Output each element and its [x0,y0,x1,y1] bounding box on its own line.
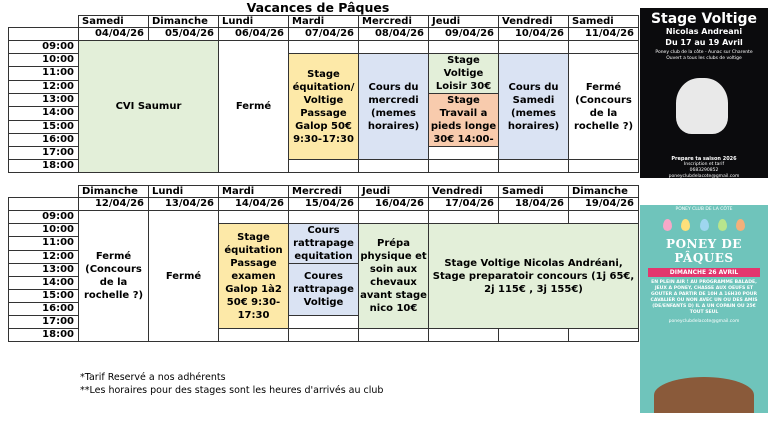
week2-date-row [9,198,639,211]
egg-icon [718,219,727,231]
poster2-body: EN PLEIN AIR ! AU PROGRAMME BALADE, JEUX A PONEY, CHASSE AUX OEUFS ET GOUTER A PARTIR DE 10H A 16H30 POUR CAVALIER OU NON AVEC UN OU DES AMIS (DE/ENFANTS D) IL A UN COPAIN OU 25€ TOUT SEUL [650,280,758,315]
time-label: 10:00 [9,54,79,67]
week2-day-name: Dimanche [79,186,149,198]
week1-day-name: Mercredi [359,16,429,28]
week1-day-name: Dimanche [149,16,219,28]
time-label: 14:00 [9,277,79,290]
week2-day-date: 14/04/26 [219,198,289,211]
poster1-contact-label: Inscription et tarif [683,162,725,167]
event-closed-monday: Fermé [219,41,289,173]
week1-day-name: Samedi [569,16,639,28]
horse-image [654,377,754,413]
week1-day-date: 08/04/26 [359,28,429,41]
poster1-name: Nicolas Andreani [665,27,743,36]
time-label: 09:00 [9,41,79,54]
event-closed-concours: Fermé (Concours de la rochelle ?) [569,54,639,160]
week1-day-date: 11/04/26 [569,28,639,41]
poster2-date: DIMANCHE 26 AVRIL [648,268,760,277]
week1-day-date: 04/04/26 [79,28,149,41]
time-label: 18:00 [9,329,79,342]
week2-day-name: Samedi [499,186,569,198]
week1-day-name: Jeudi [429,16,499,28]
week2-day-name: Dimanche [569,186,639,198]
time-label: 13:00 [9,94,79,107]
week1-day-date: 10/04/26 [499,28,569,41]
time-label: 12:00 [9,250,79,263]
corner-cell [9,198,79,211]
corner-cell [9,186,79,198]
week2-day-name: Vendredi [429,186,499,198]
egg-icon [736,219,745,231]
poster1-dates: Du 17 au 19 Avril [665,38,743,47]
poster1-title: Stage Voltige [650,11,758,27]
time-label: 17:00 [9,316,79,329]
event-closed-monday-2: Fermé [149,211,219,342]
time-label: 15:00 [9,120,79,133]
week2-day-name: Lundi [149,186,219,198]
week1-day-date: 07/04/26 [289,28,359,41]
week2-day-date: 16/04/26 [359,198,429,211]
note-tarif: *Tarif Reservé a nos adhérents [80,372,226,383]
week1-day-name: Mardi [289,16,359,28]
schedule-week1 [8,15,639,173]
event-rattrapage-equitation: Cours rattrapage equitation [289,224,359,264]
poster2-footer: poneyclubdelacote@gmail.com [668,319,740,324]
schedule-week2 [8,185,639,342]
time-label: 09:00 [9,211,79,224]
time-label: 16:00 [9,133,79,146]
week2-day-date: 17/04/26 [429,198,499,211]
time-label: 14:00 [9,107,79,120]
event-cours-mercredi: Cours du mercredi (memes horaires) [359,54,429,160]
egg-icon [700,219,709,231]
corner-cell [9,16,79,28]
event-stage-nicolas-andreani: Stage Voltige Nicolas Andréani, Stage preparatoir concours (1j 65€, 2j 115€ , 3j 155€) [429,224,639,329]
week1-day-name: Lundi [219,16,289,28]
poster-poney-de-paques [640,205,768,413]
time-label: 15:00 [9,290,79,303]
time-label: 18:00 [9,160,79,173]
week2-day-date: 13/04/26 [149,198,219,211]
week2-day-date: 18/04/26 [499,198,569,211]
week2-day-date: 19/04/26 [569,198,639,211]
time-label: 11:00 [9,67,79,80]
week1-day-name: Vendredi [499,16,569,28]
week1-dayname-row [9,16,639,28]
corner-cell [9,28,79,41]
egg-icon [681,219,690,231]
poster-stage-voltige [640,8,768,178]
egg-icon [663,219,672,231]
time-label: 16:00 [9,303,79,316]
week2-dayname-row [9,186,639,198]
event-cvi-saumur: CVI Saumur [79,41,219,173]
note-horaires: **Les horaires pour des stages sont les heures d'arrivés au club [80,385,384,396]
poster1-prepare: Prepare ta saison 2026 [671,156,737,162]
event-prepa-physique: Prépa physique et soin aux chevaux avant stage nico 10€ [359,224,429,329]
easter-eggs-decoration [640,216,768,235]
week2-day-date: 15/04/26 [289,198,359,211]
event-cours-samedi: Cours du Samedi (memes horaires) [499,54,569,160]
event-rattrapage-voltige: Coures rattrapage Voltige [289,264,359,316]
event-stage-voltige-loisir: Stage Voltige Loisir 30€ [429,54,499,94]
week2-day-date: 12/04/26 [79,198,149,211]
event-stage-travail-pieds: Stage Travail a pieds longe 30€ 14:00- [429,94,499,147]
event-closed-concours-2: Fermé (Concours de la rochelle ?) [79,211,149,342]
week2-day-name: Mardi [219,186,289,198]
poster1-open: Ouvert a tous les clubs de voltige [666,56,742,61]
week1-day-date: 06/04/26 [219,28,289,41]
time-label: 12:00 [9,80,79,93]
week2-day-name: Mercredi [289,186,359,198]
time-label: 11:00 [9,237,79,250]
poster1-email: poneyclubdelacote@gmail.com [668,174,740,178]
page-title: Vacances de Pâques [246,0,390,15]
time-label: 10:00 [9,224,79,237]
time-label: 13:00 [9,264,79,277]
week1-date-row [9,28,639,41]
week1-day-date: 05/04/26 [149,28,219,41]
poster1-phone: 0683290852 [689,168,719,173]
poster2-header: PONEY CLUB DE LA CÔTE [675,207,733,212]
week1-day-date: 09/04/26 [429,28,499,41]
week1-day-name: Samedi [79,16,149,28]
poster1-club: Poney club de la côte - Aunac sur Charente [655,50,753,55]
poster2-title: PONEY DE PÂQUES [666,237,742,265]
event-stage-equitation-galop: Stage équitation Passage examen Galop 1à2 50€ 9:30-17:30 [219,224,289,329]
voltige-rider-image [676,78,728,134]
time-label: 17:00 [9,147,79,160]
event-stage-equitation: Stage équitation/ Voltige Passage Galop 50€ 9:30-17:30 [289,54,359,160]
week2-day-name: Jeudi [359,186,429,198]
